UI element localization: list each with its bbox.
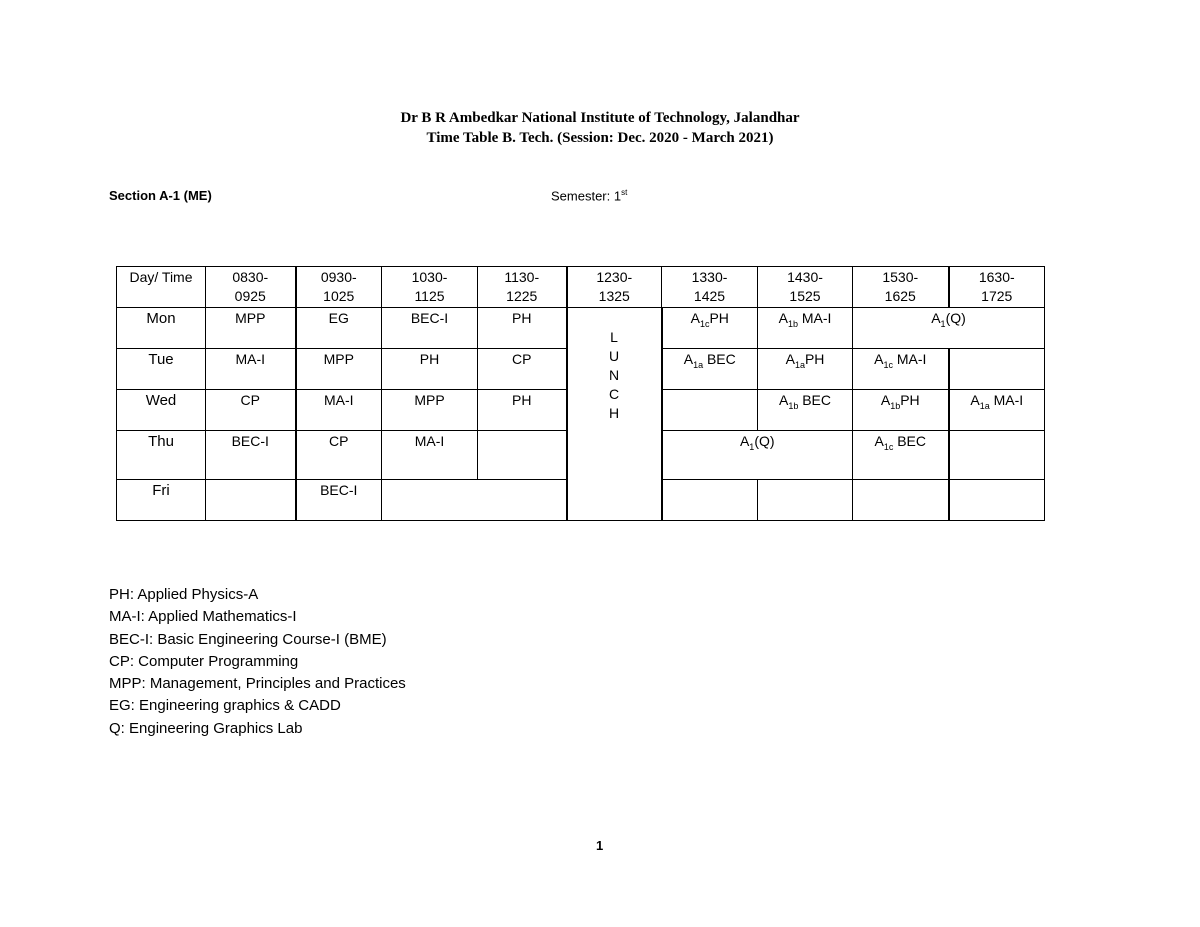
- section-label: Section A-1 (ME): [109, 188, 212, 203]
- day-cell: Tue: [117, 349, 206, 390]
- class-cell: [662, 480, 758, 521]
- class-cell: [206, 480, 296, 521]
- legend-item: BEC-I: Basic Engineering Course-I (BME): [109, 630, 387, 648]
- slot-header: 1630- 1725: [949, 267, 1045, 308]
- timetable-subtitle: Time Table B. Tech. (Session: Dec. 2020 - March 2021): [426, 130, 774, 146]
- slot-header: 1330- 1425: [662, 267, 758, 308]
- class-cell: $A_{1a}PH$: [758, 349, 853, 390]
- class-cell: MA-I: [296, 390, 382, 431]
- class-cell: PH: [382, 349, 478, 390]
- lunch-cell: L U N C H: [567, 308, 662, 521]
- slot-header: 1530- 1625: [853, 267, 949, 308]
- slot-header: 1030- 1125: [382, 267, 478, 308]
- class-cell: $A_{1b}$ MA-I: [758, 308, 853, 349]
- slot-header: 0830- 0925: [206, 267, 296, 308]
- class-cell: [853, 480, 949, 521]
- class-cell: PH: [478, 308, 567, 349]
- class-cell: $A_{1b}$ BEC: [758, 390, 853, 431]
- page-number: 1: [596, 838, 604, 853]
- legend-item: Q: Engineering Graphics Lab: [109, 719, 303, 737]
- legend: [109, 584, 406, 740]
- legend-item: PH: Applied Physics-A: [109, 586, 259, 603]
- class-cell: [949, 480, 1045, 521]
- class-cell: $A_1(Q)$: [853, 308, 1045, 349]
- class-cell: BEC-I: [296, 480, 382, 521]
- slot-header: 1430- 1525: [758, 267, 853, 308]
- class-cell: CP: [296, 431, 382, 480]
- class-cell: BEC-I: [382, 308, 478, 349]
- document-header: [0, 108, 1200, 148]
- class-cell: $A_{1a}$ MA-I: [949, 390, 1045, 431]
- legend-item: MPP: Management, Principles and Practices: [109, 675, 406, 693]
- class-cell: $A_{1b}PH$: [853, 390, 949, 431]
- day-cell: Wed: [117, 390, 206, 431]
- day-cell: Thu: [117, 431, 206, 480]
- class-cell: [478, 431, 567, 480]
- class-cell: [949, 431, 1045, 480]
- class-cell: MA-I: [382, 431, 478, 480]
- class-cell: CP: [206, 390, 296, 431]
- class-cell: MPP: [382, 390, 478, 431]
- class-cell: $A_1(Q)$: [662, 431, 853, 480]
- class-cell: BEC-I: [206, 431, 296, 480]
- class-cell: MPP: [206, 308, 296, 349]
- semester-label: Semester: 1st: [551, 188, 628, 204]
- slot-header: 1130- 1225: [478, 267, 567, 308]
- timetable: [116, 266, 1045, 521]
- class-cell: [949, 349, 1045, 390]
- class-cell: $A_{1c}PH$: [662, 308, 758, 349]
- class-cell: CP: [478, 349, 567, 390]
- class-cell: MA-I: [206, 349, 296, 390]
- institute-title: Dr B R Ambedkar National Institute of Technology, Jalandhar: [400, 110, 800, 126]
- corner-cell: Day/ Time: [117, 267, 206, 308]
- legend-item: MA-I: Applied Mathematics-I: [109, 608, 297, 626]
- legend-item: EG: Engineering graphics & CADD: [109, 697, 341, 715]
- class-cell: [382, 480, 567, 521]
- slot-header: 1230- 1325: [567, 267, 662, 308]
- day-cell: Mon: [117, 308, 206, 349]
- class-cell: $A_{1a}$ BEC: [662, 349, 758, 390]
- class-cell: $A_{1c}$ BEC: [853, 431, 949, 480]
- table-row: [117, 308, 1045, 349]
- header-row: [117, 267, 1045, 308]
- slot-header: 0930- 1025: [296, 267, 382, 308]
- class-cell: [758, 480, 853, 521]
- class-cell: MPP: [296, 349, 382, 390]
- class-cell: PH: [478, 390, 567, 431]
- legend-item: CP: Computer Programming: [109, 652, 299, 670]
- day-cell: Fri: [117, 480, 206, 521]
- class-cell: $A_{1c}$ MA-I: [853, 349, 949, 390]
- class-cell: EG: [296, 308, 382, 349]
- class-cell: [662, 390, 758, 431]
